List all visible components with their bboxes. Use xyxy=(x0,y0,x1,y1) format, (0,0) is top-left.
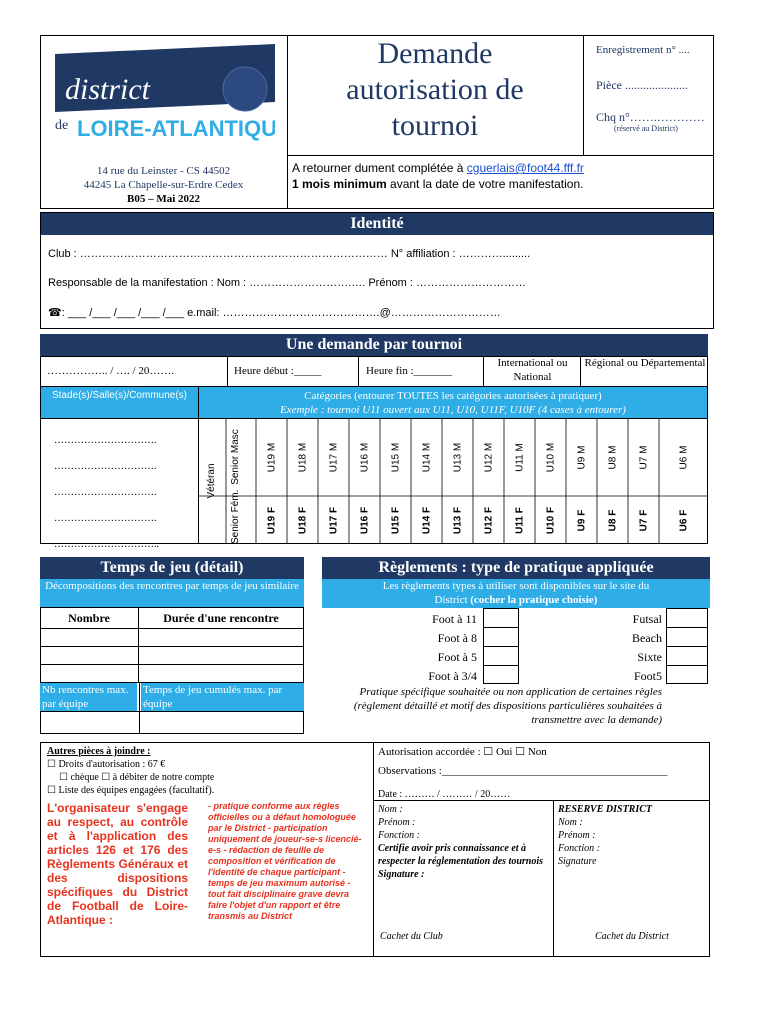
category-male-4[interactable]: U15 M xyxy=(390,442,401,472)
category-veteran[interactable]: Vétéran xyxy=(206,463,217,499)
category-female-12[interactable]: U7 F xyxy=(638,509,649,531)
droits-checkbox[interactable]: ☐ Droits d'autorisation : 67 € xyxy=(47,759,166,770)
demande-title: Une demande par tournoi xyxy=(40,334,708,356)
cheque-field: Chq n°…….………… xyxy=(596,110,705,124)
contact-field[interactable]: ☎: ___ /___ /___ /___ /___ e.mail: …………………………………….@………………………… xyxy=(48,307,501,319)
logo xyxy=(55,44,275,148)
temps-title: Temps de jeu (détail) xyxy=(40,557,304,579)
tournament-date-field[interactable]: …………….. / …. / 20……. xyxy=(47,365,175,377)
district-block: RESERVE DISTRICT Nom : Prénom : Fonction : Signature xyxy=(558,804,653,867)
category-female-0[interactable]: U19 F xyxy=(266,506,277,534)
level-regional[interactable]: Régional ou Départemental xyxy=(584,357,706,369)
svg-text:de: de xyxy=(55,118,69,133)
engagement-bullets: - pratique conforme aux règles officielles ou à défaut homologuée par le District - participation uniquement de joueur-se-s licencié-e-s - rédaction de feuille de composition et vérification de l'identité de chaque participant - temps de jeu maximum autorisé - tout fait disciplinaire grave devra faire l'objet d'un rapport et être transmis au District xyxy=(208,801,362,921)
category-female-7[interactable]: U12 F xyxy=(483,506,494,534)
category-male-6[interactable]: U13 M xyxy=(452,442,463,472)
category-female-10[interactable]: U9 F xyxy=(576,509,587,531)
category-male-5[interactable]: U14 M xyxy=(421,442,432,472)
category-female-2[interactable]: U17 F xyxy=(328,506,339,534)
category-senior-fem[interactable]: Senior Fém. xyxy=(230,489,241,544)
observations-field[interactable]: Observations :_________________________________________ xyxy=(378,765,668,777)
category-female-5[interactable]: U14 F xyxy=(421,506,432,534)
col-nombre: Nombre xyxy=(68,611,110,625)
category-male-11[interactable]: U8 M xyxy=(607,445,618,469)
piece-field: Pièce ..................... xyxy=(596,78,688,92)
practice-note: Pratique spécifique souhaitée ou non application de certaines règles (règlement détaillé et motif des dispositions particulières souhaitées à transmettre avec la demande) xyxy=(353,686,662,726)
category-female-13[interactable]: U6 F xyxy=(678,509,689,531)
club-field[interactable]: Club : ………………………………………………………………………… N° affiliation : …………......... xyxy=(48,248,531,260)
address: 14 rue du Leinster - CS 44502 44245 La Chapelle-sur-Erdre Cedex B05 – Mai 2022 xyxy=(40,164,287,206)
category-male-2[interactable]: U17 M xyxy=(328,442,339,472)
reglements-subtitle: Les règlements types à utiliser sont disponibles sur le site du District (cocher la pratique choisie) xyxy=(322,579,710,608)
start-time-field[interactable]: Heure début :_____ xyxy=(234,365,322,377)
category-male-8[interactable]: U11 M xyxy=(514,442,525,472)
category-female-9[interactable]: U10 F xyxy=(545,506,556,534)
level-international[interactable]: International ou National xyxy=(497,357,568,383)
form-reference: B05 – Mai 2022 xyxy=(126,193,201,205)
category-male-3[interactable]: U16 M xyxy=(359,442,370,472)
cachet-district: Cachet du District xyxy=(595,931,669,942)
practice-left-labels: Foot à 11 Foot à 8 Foot à 5 Foot à 3/4 xyxy=(428,612,477,683)
category-female-4[interactable]: U15 F xyxy=(390,506,401,534)
reserve-note: (réservé au District) xyxy=(614,124,678,133)
autorisation-checkbox[interactable]: Autorisation accordée : ☐ Oui ☐ Non xyxy=(378,746,547,758)
category-female-11[interactable]: U8 F xyxy=(607,509,618,531)
end-time-field[interactable]: Heure fin :_______ xyxy=(366,365,453,377)
payment-checkbox[interactable]: ☐ chèque ☐ à débiter de notre compte xyxy=(59,772,215,783)
date-field[interactable]: Date : ……… / ……… / 20…… xyxy=(378,789,511,800)
category-female-1[interactable]: U18 F xyxy=(297,506,308,534)
cachet-club: Cachet du Club xyxy=(380,931,443,942)
category-female-3[interactable]: U16 F xyxy=(359,506,370,534)
temps-cumule-label: Temps de jeu cumulés max. par équipe xyxy=(141,683,304,711)
practice-right-labels: Futsal Beach Sixte Foot5 xyxy=(632,612,662,683)
category-male-7[interactable]: U12 M xyxy=(483,442,494,472)
organisateur-engagement: L'organisateur s'engage au respect, au contrôle et à l'application des articles 126 et 176 des Règlements Généraux et des dispositions spécifiques du District de Football de Loire-Atlantique : xyxy=(47,801,188,927)
contact-email-link[interactable]: cguerlais@foot44.fff.fr xyxy=(466,161,584,175)
reglements-title: Règlements : type de pratique appliquée xyxy=(322,557,710,579)
temps-subtitle: Décompositions des rencontres par temps de jeu similaire xyxy=(40,579,304,607)
club-signature-block: Nom : Prénom : Fonction : Certifie avoir pris connaissance et à respecter la réglementation des tournois Signature : xyxy=(378,804,543,880)
logo-graphic xyxy=(55,44,275,148)
identite-title: Identité xyxy=(41,213,713,235)
stade-lines[interactable]: …………………………. …………………………. …………………………. …………………………. ………………………….. xyxy=(54,435,159,550)
category-female-6[interactable]: U13 F xyxy=(452,506,463,534)
responsable-field[interactable]: Responsable de la manifestation : Nom : ……………………….…. Prénom : ………………………… xyxy=(48,277,527,289)
temps-table xyxy=(40,607,304,734)
category-male-1[interactable]: U18 M xyxy=(297,442,308,472)
category-male-0[interactable]: U19 M xyxy=(266,442,277,472)
category-male-9[interactable]: U10 M xyxy=(545,442,556,472)
category-male-13[interactable]: U6 M xyxy=(678,445,689,469)
category-male-12[interactable]: U7 M xyxy=(638,445,649,469)
form-title: Demande autorisation de tournoi xyxy=(346,37,524,142)
return-instructions: A retourner dument complétée à cguerlais@foot44.fff.fr 1 mois minimum avant la date de votre manifestation. xyxy=(292,161,584,191)
registration-number: Enregistrement n° .... xyxy=(596,44,690,56)
col-duree: Durée d'une rencontre xyxy=(163,611,279,625)
stade-header: Stade(s)/Salle(s)/Commune(s) xyxy=(41,387,198,418)
category-female-8[interactable]: U11 F xyxy=(514,506,525,534)
logo-loire-text: LOIRE-ATLANTIQUE xyxy=(77,116,275,141)
logo-district-text: district xyxy=(65,73,151,106)
category-male-10[interactable]: U9 M xyxy=(576,445,587,469)
nb-rencontres-label: Nb rencontres max. par équipe xyxy=(40,683,137,711)
autres-pieces: Autres pièces à joindre : ☐ Droits d'autorisation : 67 € ☐ chèque ☐ à débiter de notre compte ☐ Liste des équipes engagées (facultatif). xyxy=(47,746,215,796)
categories-header: Catégories (entourer TOUTES les catégories autorisées à pratiquer) Exemple : tournoi U11 ouvert aux U11, U10, U11F, U10F (4 cases à entourer) xyxy=(199,387,707,418)
liste-checkbox[interactable]: ☐ Liste des équipes engagées (facultatif). xyxy=(47,785,215,796)
category-senior-masc[interactable]: Senior Masc xyxy=(230,429,241,485)
